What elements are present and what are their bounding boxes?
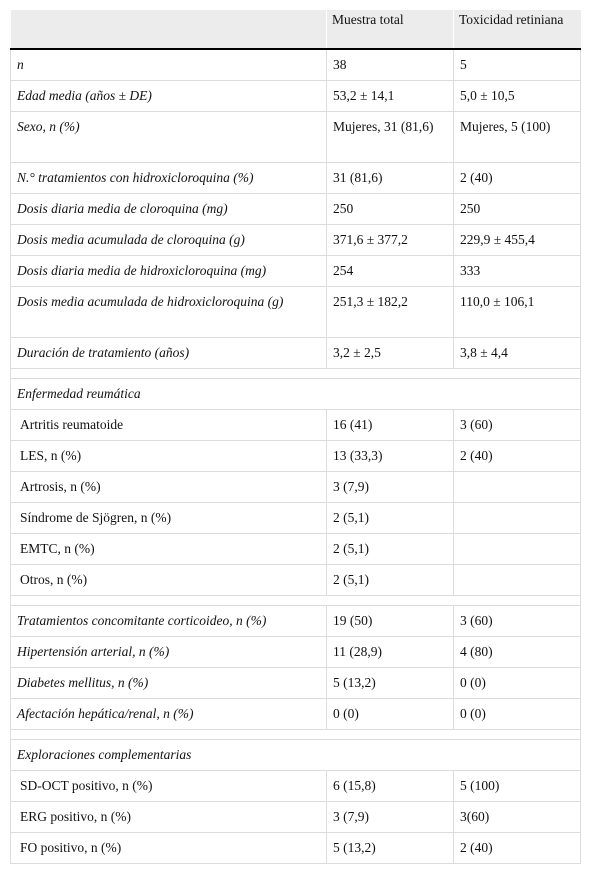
table-header-row: [11, 10, 581, 49]
row-value-total: 250: [327, 194, 454, 225]
row-value-toxicity: 229,9 ± 455,4: [454, 225, 581, 256]
row-value-toxicity: [454, 503, 581, 534]
row-value-toxicity: 5: [454, 49, 581, 81]
table-row: [11, 771, 581, 802]
row-value-total: 19 (50): [327, 606, 454, 637]
section-header-rheumatic-disease: [11, 379, 581, 410]
table-row: [11, 637, 581, 668]
row-value-total: 251,3 ± 182,2: [327, 287, 454, 338]
row-label: Dosis diaria media de hidroxicloroquina (mg): [11, 256, 327, 287]
row-value-total: 5 (13,2): [327, 833, 454, 864]
row-value-toxicity: 2 (40): [454, 441, 581, 472]
table-row: [11, 534, 581, 565]
row-value-total: 31 (81,6): [327, 163, 454, 194]
row-value-total: 16 (41): [327, 410, 454, 441]
row-value-toxicity: 2 (40): [454, 833, 581, 864]
table-row: [11, 49, 581, 81]
table-spacer-row: [11, 596, 581, 606]
row-value-toxicity: 3 (60): [454, 410, 581, 441]
row-value-toxicity: [454, 472, 581, 503]
row-label: Hipertensión arterial, n (%): [11, 637, 327, 668]
table-row: [11, 163, 581, 194]
row-value-total: 3 (7,9): [327, 472, 454, 503]
characteristics-table: [10, 10, 581, 864]
row-label: Dosis diaria media de cloroquina (mg): [11, 194, 327, 225]
row-label: LES, n (%): [11, 441, 327, 472]
row-value-toxicity: 110,0 ± 106,1: [454, 287, 581, 338]
table-row: [11, 112, 581, 163]
table-row: [11, 194, 581, 225]
data-table-container: [10, 10, 580, 864]
table-row: [11, 287, 581, 338]
table-row: [11, 472, 581, 503]
row-label: Tratamientos concomitante corticoideo, n (%): [11, 606, 327, 637]
table-row: [11, 256, 581, 287]
row-value-total: 3 (7,9): [327, 802, 454, 833]
table-row: [11, 833, 581, 864]
table-row: [11, 410, 581, 441]
row-value-toxicity: 3 (60): [454, 606, 581, 637]
table-row: [11, 225, 581, 256]
row-value-toxicity: [454, 534, 581, 565]
table-row: [11, 565, 581, 596]
header-retinal-toxicity: Toxicidad retiniana: [454, 10, 581, 49]
row-value-total: 38: [327, 49, 454, 81]
row-label: n: [11, 49, 327, 81]
row-label: Dosis media acumulada de hidroxicloroquina (g): [11, 287, 327, 338]
row-value-total: 11 (28,9): [327, 637, 454, 668]
table-row: [11, 802, 581, 833]
row-value-toxicity: 0 (0): [454, 699, 581, 730]
row-value-total: Mujeres, 31 (81,6): [327, 112, 454, 163]
row-value-total: 5 (13,2): [327, 668, 454, 699]
row-label: Edad media (años ± DE): [11, 81, 327, 112]
row-value-toxicity: 3,8 ± 4,4: [454, 338, 581, 369]
table-row: [11, 503, 581, 534]
header-variable: [11, 10, 327, 49]
row-value-toxicity: Mujeres, 5 (100): [454, 112, 581, 163]
row-value-total: 2 (5,1): [327, 534, 454, 565]
row-value-toxicity: 5,0 ± 10,5: [454, 81, 581, 112]
row-value-total: 371,6 ± 377,2: [327, 225, 454, 256]
row-value-toxicity: 250: [454, 194, 581, 225]
row-label: FO positivo, n (%): [11, 833, 327, 864]
row-value-total: 0 (0): [327, 699, 454, 730]
table-spacer-row: [11, 369, 581, 379]
row-value-toxicity: 5 (100): [454, 771, 581, 802]
spacer-cell: [11, 369, 581, 379]
header-total-sample: Muestra total: [327, 10, 454, 49]
row-label: EMTC, n (%): [11, 534, 327, 565]
row-label: Diabetes mellitus, n (%): [11, 668, 327, 699]
row-label: Artrosis, n (%): [11, 472, 327, 503]
row-label: Otros, n (%): [11, 565, 327, 596]
row-value-toxicity: 0 (0): [454, 668, 581, 699]
row-value-total: 53,2 ± 14,1: [327, 81, 454, 112]
row-label: Sexo, n (%): [11, 112, 327, 163]
table-row: [11, 81, 581, 112]
row-value-total: 2 (5,1): [327, 565, 454, 596]
table-spacer-row: [11, 730, 581, 740]
row-label: Artritis reumatoide: [11, 410, 327, 441]
row-value-total: 254: [327, 256, 454, 287]
row-value-toxicity: 4 (80): [454, 637, 581, 668]
row-label: N.° tratamientos con hidroxicloroquina (%): [11, 163, 327, 194]
spacer-cell: [11, 730, 581, 740]
table-row: [11, 668, 581, 699]
table-row: [11, 441, 581, 472]
row-value-total: 13 (33,3): [327, 441, 454, 472]
section-header-complementary-exams: [11, 740, 581, 771]
table-row: [11, 338, 581, 369]
table-row: [11, 699, 581, 730]
spacer-cell: [11, 596, 581, 606]
row-value-toxicity: 333: [454, 256, 581, 287]
row-value-toxicity: 3(60): [454, 802, 581, 833]
section-title: Exploraciones complementarias: [11, 740, 581, 771]
row-value-total: 2 (5,1): [327, 503, 454, 534]
row-value-toxicity: 2 (40): [454, 163, 581, 194]
row-label: Síndrome de Sjögren, n (%): [11, 503, 327, 534]
row-label: Afectación hepática/renal, n (%): [11, 699, 327, 730]
section-title: Enfermedad reumática: [11, 379, 581, 410]
table-row: [11, 606, 581, 637]
row-label: SD-OCT positivo, n (%): [11, 771, 327, 802]
row-value-total: 6 (15,8): [327, 771, 454, 802]
row-value-total: 3,2 ± 2,5: [327, 338, 454, 369]
row-label: Duración de tratamiento (años): [11, 338, 327, 369]
row-label: ERG positivo, n (%): [11, 802, 327, 833]
row-label: Dosis media acumulada de cloroquina (g): [11, 225, 327, 256]
row-value-toxicity: [454, 565, 581, 596]
